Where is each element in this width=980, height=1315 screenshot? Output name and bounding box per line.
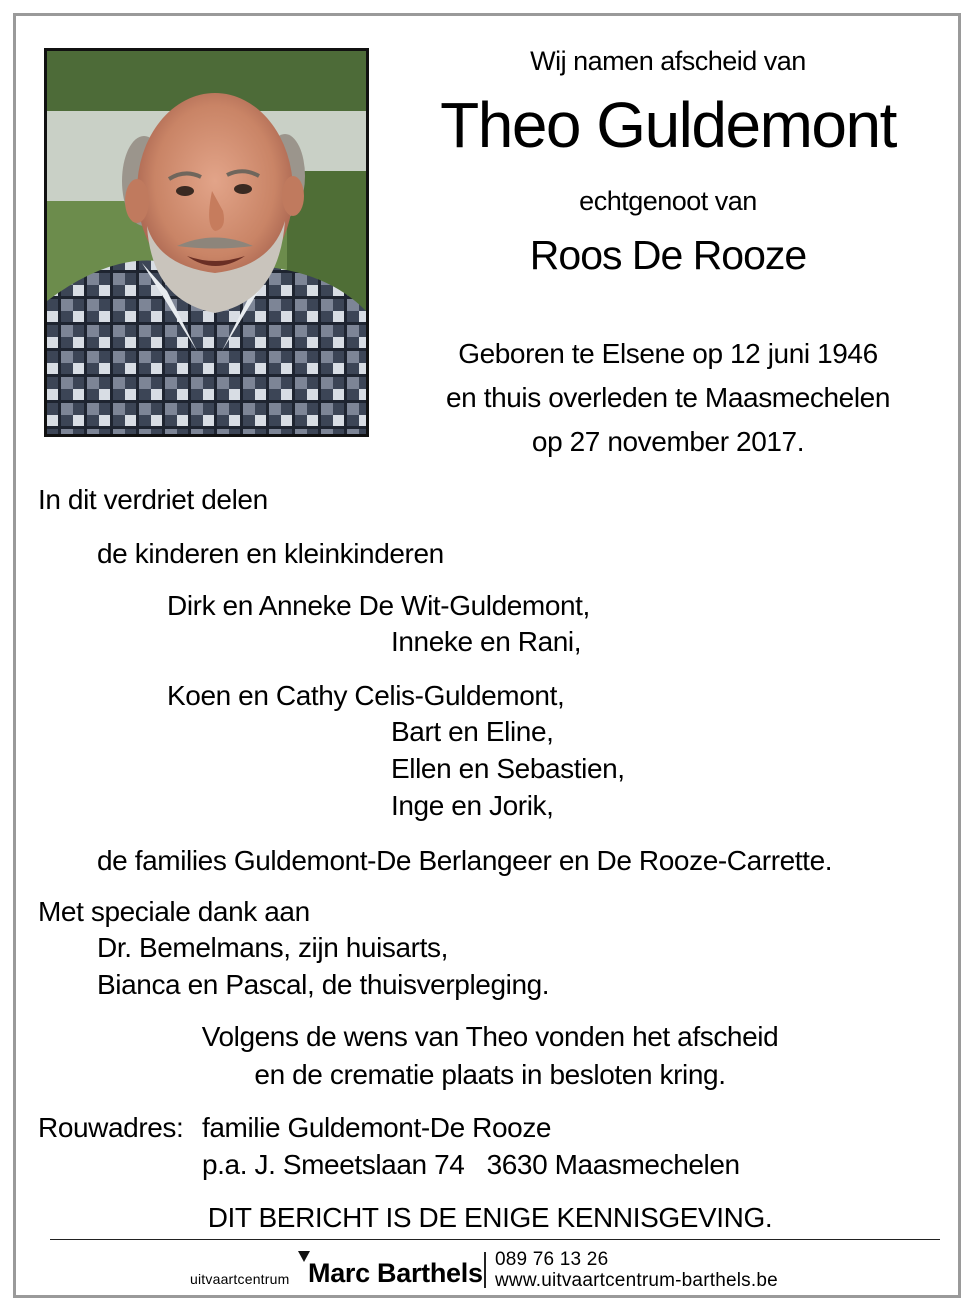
address-line-2: p.a. J. Smeetslaan 74 3630 Maasmechelen: [202, 1149, 740, 1180]
children-heading: de kinderen en kleinkinderen: [97, 538, 444, 569]
family1-grandchildren: Inneke en Rani,: [391, 626, 582, 657]
notice-text: DIT BERICHT IS DE ENIGE KENNISGEVING.: [207, 1202, 773, 1233]
wish-line-2: en de crematie plaats in besloten kring.: [254, 1059, 726, 1090]
family1-parents: Dirk en Anneke De Wit-Guldemont,: [167, 590, 590, 621]
footer-divider: [50, 1239, 940, 1240]
deceased-name: Theo Guldemont: [440, 89, 896, 161]
family2-grandchildren-3: Inge en Jorik,: [391, 790, 554, 821]
mourners-intro: In dit verdriet delen: [38, 484, 268, 515]
family2-parents: Koen en Cathy Celis-Guldemont,: [167, 680, 565, 711]
thanks-heading: Met speciale dank aan: [38, 896, 310, 927]
footer-brand: Marc Barthels: [308, 1258, 483, 1288]
address-line-1: familie Guldemont-De Rooze: [202, 1112, 552, 1143]
death-line-2: op 27 november 2017.: [531, 426, 805, 457]
death-line-1: en thuis overleden te Maasmechelen: [445, 382, 890, 413]
footer-separator: [484, 1252, 486, 1288]
spouse-name: Roos De Rooze: [529, 232, 807, 278]
family2-grandchildren-2: Ellen en Sebastien,: [391, 753, 625, 784]
footer-phone: 089 76 13 26: [495, 1249, 609, 1270]
thanks-line-2: Bianca en Pascal, de thuisverpleging.: [97, 969, 550, 1000]
birth-line: Geboren te Elsene op 12 juni 1946: [458, 338, 878, 369]
portrait-photo: [44, 48, 369, 437]
relation-text: echtgenoot van: [579, 186, 757, 216]
thanks-line-1: Dr. Bemelmans, zijn huisarts,: [97, 932, 448, 963]
address-label: Rouwadres:: [38, 1112, 184, 1143]
intro-text: Wij namen afscheid van: [530, 46, 806, 76]
family2-grandchildren-1: Bart en Eline,: [391, 716, 554, 747]
wish-line-1: Volgens de wens van Theo vonden het afscheid: [201, 1021, 779, 1052]
footer-website: www.uitvaartcentrum-barthels.be: [495, 1270, 778, 1291]
footer-prefix: uitvaartcentrum: [190, 1271, 290, 1287]
families-line: de families Guldemont-De Berlangeer en De Rooze-Carrette.: [97, 845, 833, 876]
